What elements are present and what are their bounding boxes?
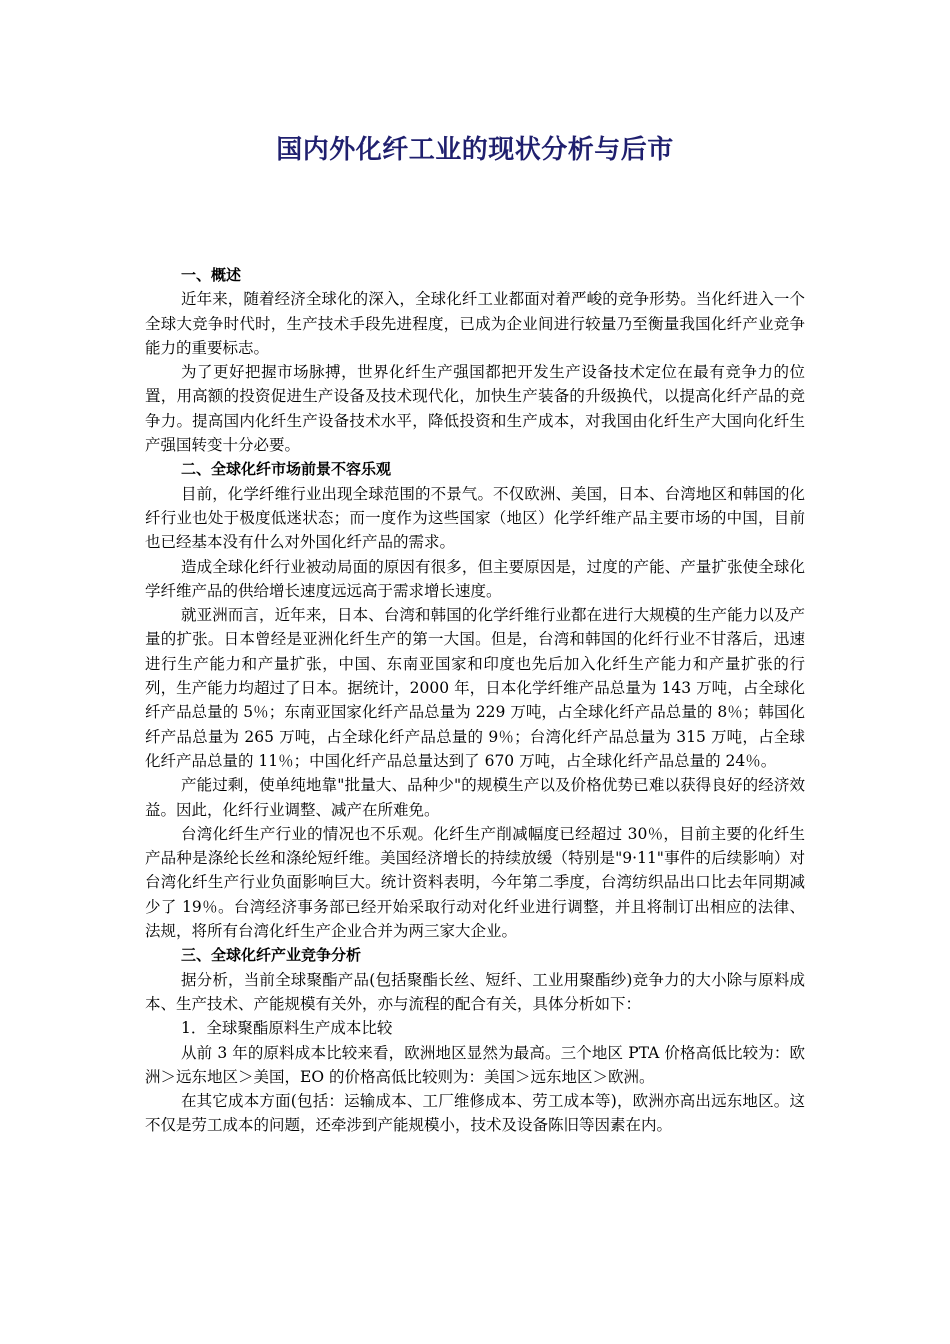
paragraph: 在其它成本方面(包括：运输成本、工厂维修成本、劳工成本等)，欧洲亦高出远东地区。这不仅是劳工成本的问题，还牵涉到产能规模小，技术及设备陈旧等因素在内。 <box>145 1092 805 1135</box>
paragraph: 产能过剩，使单纯地靠"批量大、品种少"的规模生产以及价格优势已难以获得良好的经济效益。因此，化纤行业调整、减产在所难免。 <box>145 776 805 819</box>
subsection-heading: 1．全球聚酯原料生产成本比较 <box>181 1019 393 1038</box>
paragraph: 台湾化纤生产行业的情况也不乐观。化纤生产削减幅度已经超过 30％，目前主要的化纤生产品种是涤纶长丝和涤纶短纤维。美国经济增长的持续放缓（特别是"9·11"事件的后续影响）对台湾化纤生产行业负面影响巨大。统计资料表明，今年第二季度，台湾纺织品出口比去年同期减少了 19％。台湾经济事务部已经开始采取行动对化纤业进行调整，并且将制订出相应的法律、法规，将所有台湾化纤生产企业合并为两三家大企业。 <box>145 824 805 941</box>
paragraph: 近年来，随着经济全球化的深入，全球化纤工业都面对着严峻的竞争形势。当化纤进入一个全球大竞争时代时，生产技术手段先进程度，已成为企业间进行较量乃至衡量我国化纤产业竞争能力的重要标志。 <box>145 290 805 357</box>
section-heading-market-outlook: 二、全球化纤市场前景不容乐观 <box>181 460 392 479</box>
paragraph: 据分析，当前全球聚酯产品(包括聚酯长丝、短纤、工业用聚酯纱)竞争力的大小除与原料成本、生产技术、产能规模有关外，亦与流程的配合有关，具体分析如下： <box>145 970 805 1013</box>
paragraph: 目前，化学纤维行业出现全球范围的不景气。不仅欧洲、美国，日本、台湾地区和韩国的化纤行业也处于极度低迷状态；而一度作为这些国家（地区）化学纤维产品主要市场的中国，目前也已经基本没有什么对外国化纤产品的需求。 <box>145 484 805 552</box>
section-heading-overview: 一、概述 <box>181 266 242 284</box>
section-heading-competition-analysis: 三、全球化纤产业竞争分析 <box>181 946 362 965</box>
paragraph: 从前 3 年的原料成本比较来看，欧洲地区显然为最高。三个地区 PTA 价格高低比较为：欧洲＞远东地区＞美国，EO 的价格高低比较则为：美国＞远东地区＞欧洲。 <box>145 1043 805 1086</box>
document-title: 国内外化纤工业的现状分析与后市 <box>276 135 674 165</box>
paragraph: 为了更好把握市场脉搏，世界化纤生产强国都把开发生产设备技术定位在最有竞争力的位置，用高额的投资促进生产设备及技术现代化，加快生产装备的升级换代，以提高化纤产品的竞争力。提高国内化纤生产设备技术水平，降低投资和生产成本，对我国由化纤生产大国向化纤生产强国转变十分必要。 <box>145 363 805 455</box>
paragraph: 就亚洲而言，近年来，日本、台湾和韩国的化学纤维行业都在进行大规模的生产能力以及产量的扩张。日本曾经是亚洲化纤生产的第一大国。但是，台湾和韩国的化纤行业不甘落后，迅速进行生产能力和产量扩张，中国、东南亚国家和印度也先后加入化纤生产能力和产量扩张的行列，生产能力均超过了日本。据统计，2000 年，日本化学纤维产品总量为 143 万吨，占全球化纤产品总量的 5％；东南亚国家化纤产品总量为 229 万吨，占全球化纤产品总量的 8％；韩国化纤产品总量为 265 万吨，占全球化纤产品总量的 9％；台湾化纤产品总量为 315 万吨，占全球化纤产品总量的 11％；中国化纤产品总量达到了 670 万吨，占全球化纤产品总量的 24％。 <box>145 606 805 770</box>
paragraph: 造成全球化纤行业被动局面的原因有很多，但主要原因是，过度的产能、产量扩张使全球化学纤维产品的供给增长速度远远高于需求增长速度。 <box>145 557 805 600</box>
document-body <box>145 263 805 1138</box>
